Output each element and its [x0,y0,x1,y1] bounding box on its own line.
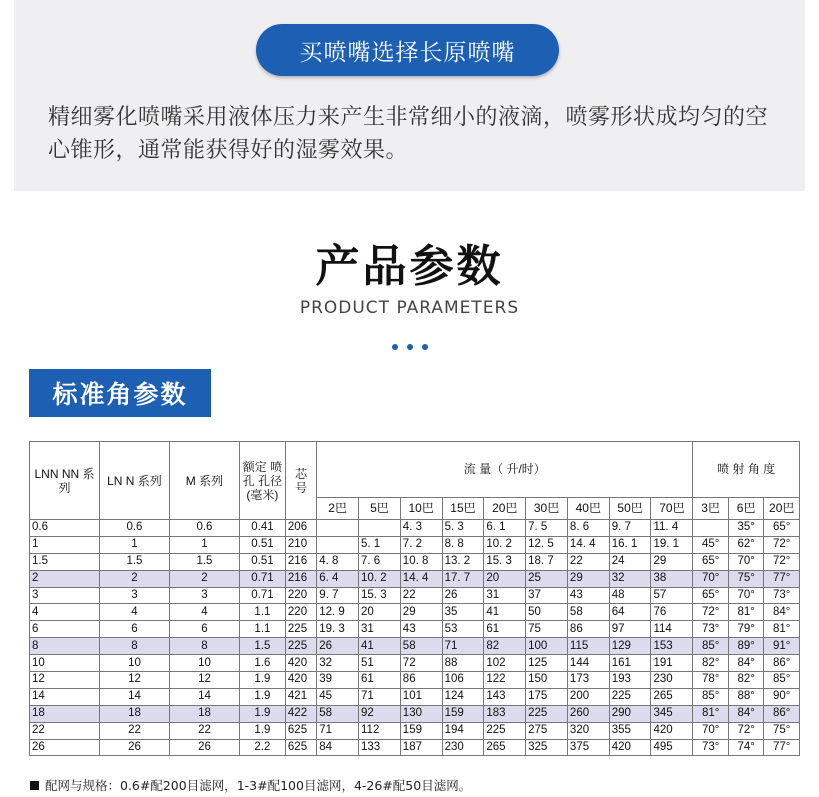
cell-angle: 75° [764,722,800,739]
cell-angle: 65° [764,520,800,537]
intro-text: 精细雾化喷嘴采用液体压力来产生非常细小的液滴，喷雾形状成均匀的空心锥形，通常能获得好的湿雾效果。 [48,105,769,163]
cell-flow: 420 [651,722,693,739]
cell-lnn: 10 [30,655,100,672]
cell-flow: 159 [442,705,484,722]
cell-angle: 35° [728,520,764,537]
cell-flow: 100 [526,638,568,655]
cell-angle: 88° [728,688,764,705]
cell-lnn: 1 [30,536,100,553]
cell-flow: 225 [484,722,526,739]
cell-lnn: 4 [30,604,100,621]
cell-flow: 22 [567,553,609,570]
cell-angle: 90° [764,688,800,705]
cell-orifice: 1.9 [239,688,285,705]
header-angle-col: 6巴 [728,498,764,520]
cell-flow: 8. 6 [567,520,609,537]
cell-flow: 5. 1 [359,536,401,553]
cell-flow: 187 [400,739,442,756]
cell-flow: 7. 2 [400,536,442,553]
table-row [30,536,800,553]
cell-flow: 4. 3 [400,520,442,537]
cell-m: 10 [169,655,239,672]
cell-angle: 73° [693,621,729,638]
header-flow-col: 40巴 [567,498,609,520]
cell-core: 216 [285,553,316,570]
cell-flow: 26 [317,638,359,655]
cell-lnn: 0.6 [30,520,100,537]
cell-angle: 81° [693,705,729,722]
cell-angle [693,520,729,537]
cell-flow: 495 [651,739,693,756]
cell-flow: 58 [567,604,609,621]
cell-core: 206 [285,520,316,537]
cell-angle: 65° [693,553,729,570]
cell-m: 18 [169,705,239,722]
cell-flow: 5. 3 [442,520,484,537]
cell-angle: 73° [764,587,800,604]
cell-flow: 29 [400,604,442,621]
cell-flow: 143 [484,688,526,705]
cell-flow: 14. 4 [400,570,442,587]
cell-flow: 31 [484,587,526,604]
cell-angle: 72° [764,536,800,553]
table-row [30,520,800,537]
cell-angle: 84° [764,604,800,621]
cell-flow: 129 [609,638,651,655]
cell-orifice: 0.51 [239,536,285,553]
cell-flow: 159 [400,722,442,739]
cell-flow: 194 [442,722,484,739]
cell-angle: 77° [764,570,800,587]
cell-flow: 191 [651,655,693,672]
cell-flow: 50 [526,604,568,621]
cell-lnn: 22 [30,722,100,739]
cell-core: 220 [285,587,316,604]
cell-flow: 14. 4 [567,536,609,553]
header-flow-col: 15巴 [442,498,484,520]
cell-angle: 86° [764,655,800,672]
cell-flow: 275 [526,722,568,739]
cell-ln: 1.5 [99,553,169,570]
cell-m: 14 [169,688,239,705]
cell-angle: 72° [693,604,729,621]
cell-ln: 18 [99,705,169,722]
header-orifice: 额定 喷孔 孔径 (毫米) [239,442,285,520]
cell-angle: 84° [728,705,764,722]
cell-flow: 130 [400,705,442,722]
cell-m: 4 [169,604,239,621]
cell-flow: 41 [359,638,401,655]
cell-flow: 64 [609,604,651,621]
cell-flow: 115 [567,638,609,655]
cell-flow: 19. 1 [651,536,693,553]
cell-lnn: 18 [30,705,100,722]
cell-flow: 16. 1 [609,536,651,553]
cell-m: 6 [169,621,239,638]
cell-orifice: 0.71 [239,570,285,587]
cell-flow: 200 [567,688,609,705]
table-row [30,722,800,739]
table-row [30,739,800,756]
cell-flow: 260 [567,705,609,722]
cell-angle: 85° [693,638,729,655]
cell-flow: 75 [526,621,568,638]
cell-flow: 61 [484,621,526,638]
cell-angle: 45° [693,536,729,553]
cell-flow [317,520,359,537]
cell-flow: 175 [526,688,568,705]
cell-core: 625 [285,722,316,739]
cell-ln: 6 [99,621,169,638]
cell-flow: 12. 5 [526,536,568,553]
cell-flow: 7. 5 [526,520,568,537]
cell-flow: 71 [317,722,359,739]
cell-flow: 112 [359,722,401,739]
cell-core: 220 [285,604,316,621]
cell-flow: 15. 3 [484,553,526,570]
cell-core: 210 [285,536,316,553]
cell-ln: 22 [99,722,169,739]
dot-icon [407,344,413,350]
cell-orifice: 1.6 [239,655,285,672]
cell-flow: 35 [442,604,484,621]
cell-flow: 133 [359,739,401,756]
cell-angle: 70° [693,570,729,587]
cell-flow: 58 [317,705,359,722]
cell-flow: 37 [526,587,568,604]
cell-orifice: 0.41 [239,520,285,537]
cell-flow: 230 [442,739,484,756]
cell-flow: 29 [567,570,609,587]
footnote [30,776,471,794]
cell-orifice: 0.51 [239,553,285,570]
cell-core: 225 [285,621,316,638]
header-angle-col: 20巴 [764,498,800,520]
cell-core: 225 [285,638,316,655]
cell-lnn: 2 [30,570,100,587]
cell-flow: 225 [526,705,568,722]
cell-flow: 20 [359,604,401,621]
cell-flow: 97 [609,621,651,638]
table-row [30,587,800,604]
cell-flow: 57 [651,587,693,604]
cell-flow: 124 [442,688,484,705]
cell-flow: 10. 2 [484,536,526,553]
cell-flow: 9. 7 [317,587,359,604]
cell-flow: 82 [484,638,526,655]
cell-flow: 125 [526,655,568,672]
cell-flow: 122 [484,672,526,689]
cell-flow: 15. 3 [359,587,401,604]
table-row [30,655,800,672]
cell-m: 1 [169,536,239,553]
cell-angle: 85° [764,672,800,689]
cell-orifice: 1.1 [239,621,285,638]
cell-flow: 153 [651,638,693,655]
parameters-table [29,441,800,756]
header-angle: 喷 射 角 度 [693,442,800,498]
cell-flow: 53 [442,621,484,638]
cell-angle: 70° [728,553,764,570]
cell-ln: 26 [99,739,169,756]
cell-flow: 32 [609,570,651,587]
cell-flow: 71 [442,638,484,655]
cell-ln: 8 [99,638,169,655]
cell-orifice: 1.9 [239,705,285,722]
cell-angle: 81° [728,604,764,621]
cell-lnn: 12 [30,672,100,689]
cell-flow: 345 [651,705,693,722]
cell-angle: 72° [764,553,800,570]
cell-angle: 81° [764,621,800,638]
cell-flow: 355 [609,722,651,739]
cell-flow: 161 [609,655,651,672]
cell-flow: 51 [359,655,401,672]
cell-core: 420 [285,655,316,672]
dot-icon [392,344,398,350]
cell-flow: 45 [317,688,359,705]
cell-angle: 62° [728,536,764,553]
cell-flow: 72 [400,655,442,672]
cell-orifice: 0.71 [239,587,285,604]
cell-flow: 43 [567,587,609,604]
cell-flow: 420 [609,739,651,756]
cell-flow [359,520,401,537]
cell-flow: 48 [609,587,651,604]
cell-angle: 65° [693,587,729,604]
cell-angle: 85° [693,688,729,705]
cell-ln: 14 [99,688,169,705]
header-angle-col: 3巴 [693,498,729,520]
cell-flow: 4. 8 [317,553,359,570]
cell-flow: 41 [484,604,526,621]
header-flow-col: 70巴 [651,498,693,520]
cell-orifice: 2.2 [239,739,285,756]
cell-flow: 265 [484,739,526,756]
cell-flow: 61 [359,672,401,689]
cell-flow: 32 [317,655,359,672]
page-subtitle: PRODUCT PARAMETERS [299,298,520,318]
cell-angle: 84° [728,655,764,672]
cell-flow: 76 [651,604,693,621]
square-bullet-icon [30,781,39,790]
cell-flow: 13. 2 [442,553,484,570]
cell-flow: 193 [609,672,651,689]
cell-flow: 84 [317,739,359,756]
table-row [30,621,800,638]
cell-core: 420 [285,672,316,689]
table-row [30,604,800,621]
cell-ln: 3 [99,587,169,604]
cell-flow: 26 [442,587,484,604]
cell-angle: 73° [693,739,729,756]
cell-flow: 71 [359,688,401,705]
parameters-table-container [29,441,800,756]
cell-flow: 150 [526,672,568,689]
cell-orifice: 1.9 [239,722,285,739]
cell-orifice: 1.5 [239,638,285,655]
cell-flow: 20 [484,570,526,587]
cell-orifice: 1.1 [239,604,285,621]
cell-m: 2 [169,570,239,587]
cell-flow: 12. 9 [317,604,359,621]
cell-flow: 17. 7 [442,570,484,587]
cell-lnn: 14 [30,688,100,705]
cell-m: 22 [169,722,239,739]
cell-m: 26 [169,739,239,756]
header-flow-col: 50巴 [609,498,651,520]
header-flow-col: 2巴 [317,498,359,520]
cell-flow: 39 [317,672,359,689]
header-flow-col: 5巴 [359,498,401,520]
dot-icon [422,344,428,350]
cell-flow: 22 [400,587,442,604]
cell-angle: 82° [728,672,764,689]
cell-flow: 320 [567,722,609,739]
cell-flow: 375 [567,739,609,756]
cell-lnn: 8 [30,638,100,655]
table-row [30,705,800,722]
cell-angle: 86° [764,705,800,722]
cell-core: 421 [285,688,316,705]
cell-angle: 74° [728,739,764,756]
cell-lnn: 1.5 [30,553,100,570]
cell-flow: 7. 6 [359,553,401,570]
header-m: M 系列 [169,442,239,520]
cell-flow: 19. 3 [317,621,359,638]
footnote-text: 配网与规格：0.6#配200目滤网，1-3#配100目滤网，4-26#配50目滤网。 [45,778,472,793]
cell-angle: 89° [728,638,764,655]
cell-angle: 91° [764,638,800,655]
table-row [30,638,800,655]
cell-flow: 9. 7 [609,520,651,537]
cell-angle: 78° [693,672,729,689]
cell-flow: 265 [651,688,693,705]
table-row [30,570,800,587]
cell-ln: 10 [99,655,169,672]
cell-flow: 11. 4 [651,520,693,537]
cell-ln: 12 [99,672,169,689]
cell-flow: 6. 1 [484,520,526,537]
cell-flow: 106 [442,672,484,689]
cell-angle: 82° [693,655,729,672]
cell-flow: 144 [567,655,609,672]
cell-flow: 92 [359,705,401,722]
cell-flow: 102 [484,655,526,672]
cell-flow: 29 [651,553,693,570]
brand-pill: 买喷嘴选择长原喷嘴 [256,24,559,76]
cell-flow: 325 [526,739,568,756]
cell-m: 3 [169,587,239,604]
cell-flow: 290 [609,705,651,722]
cell-flow: 6. 4 [317,570,359,587]
cell-core: 216 [285,570,316,587]
cell-flow: 43 [400,621,442,638]
cell-flow: 25 [526,570,568,587]
cell-lnn: 6 [30,621,100,638]
cell-flow [317,536,359,553]
cell-angle: 75° [728,570,764,587]
cell-angle: 79° [728,621,764,638]
cell-flow: 86 [400,672,442,689]
header-lnn: LNN NN 系列 [30,442,100,520]
cell-m: 8 [169,638,239,655]
cell-lnn: 3 [30,587,100,604]
cell-flow: 10. 2 [359,570,401,587]
cell-ln: 0.6 [99,520,169,537]
decorative-dots [0,344,819,350]
cell-core: 422 [285,705,316,722]
cell-angle: 70° [728,587,764,604]
table-row [30,553,800,570]
cell-flow: 101 [400,688,442,705]
cell-flow: 58 [400,638,442,655]
cell-flow: 24 [609,553,651,570]
cell-ln: 1 [99,536,169,553]
cell-flow: 8. 8 [442,536,484,553]
header-flow-col: 10巴 [400,498,442,520]
section-title: 标准角参数 [29,369,211,417]
cell-flow: 18. 7 [526,553,568,570]
cell-flow: 88 [442,655,484,672]
cell-core: 625 [285,739,316,756]
header-flow-col: 30巴 [526,498,568,520]
cell-flow: 10. 8 [400,553,442,570]
header-ln: LN N 系列 [99,442,169,520]
cell-flow: 38 [651,570,693,587]
cell-lnn: 26 [30,739,100,756]
cell-flow: 230 [651,672,693,689]
header-flow: 流 量（ 升/时） [317,442,693,498]
page-title: 产品参数 [315,241,504,292]
cell-ln: 4 [99,604,169,621]
header-core: 芯 号 [285,442,316,520]
table-row [30,672,800,689]
cell-flow: 225 [609,688,651,705]
cell-flow: 173 [567,672,609,689]
cell-m: 0.6 [169,520,239,537]
cell-angle: 72° [728,722,764,739]
cell-flow: 183 [484,705,526,722]
cell-flow: 114 [651,621,693,638]
header-flow-col: 20巴 [484,498,526,520]
table-row [30,688,800,705]
cell-m: 12 [169,672,239,689]
cell-m: 1.5 [169,553,239,570]
cell-orifice: 1.9 [239,672,285,689]
cell-ln: 2 [99,570,169,587]
cell-angle: 77° [764,739,800,756]
cell-flow: 86 [567,621,609,638]
cell-angle: 70° [693,722,729,739]
cell-flow: 31 [359,621,401,638]
